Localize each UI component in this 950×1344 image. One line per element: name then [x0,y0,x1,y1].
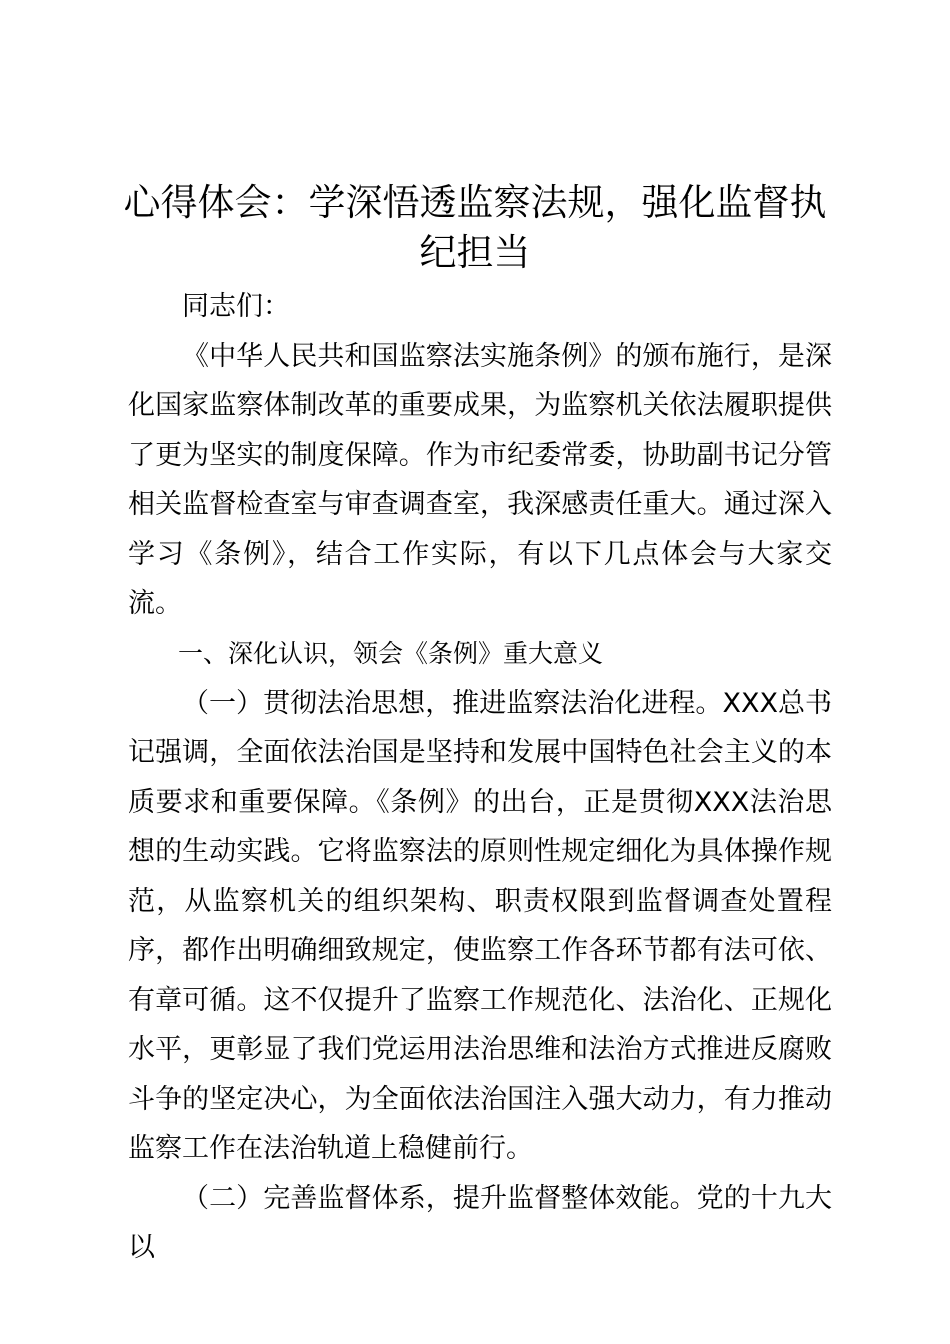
document-body [128,282,832,1273]
salutation: 同志们： [182,291,290,322]
point-2-paragraph: （二）完善监督体系，提升监督整体效能。党的十九大以 [128,1182,832,1263]
point-1-paragraph: （一）贯彻法治思想，推进监察法治化进程。XXX总书记强调，全面依法治国是坚持和发展中国特色社会主义的本质要求和重要保障。《条例》的出台，正是贯彻XXX法治思想的生动实践。它将监察法的原则性规定细化为具体操作规范，从监察机关的组织架构、职责权限到监督调查处置程序，都作出明确细致规定，使监察工作各环节都有法可依、有章可循。这不仅提升了监察工作规范化、法治化、正规化水平，更彰显了我们党运用法治思维和法治方式推进反腐败斗争的坚定决心，为全面依法治国注入强大动力，有力推动监察工作在法治轨道上稳健前行。 [128,687,832,1164]
intro-paragraph: 《中华人民共和国监察法实施条例》的颁布施行，是深化国家监察体制改革的重要成果，为监察机关依法履职提供了更为坚实的制度保障。作为市纪委常委，协助副书记分管相关监督检查室与审查调查室，我深感责任重大。通过深入学习《条例》，结合工作实际，有以下几点体会与大家交流。 [128,340,832,619]
document-title: 心得体会：学深悟透监察法规，强化监督执纪担当 [123,181,827,274]
section-heading-1: 一、深化认识，领会《条例》重大意义 [178,638,604,668]
